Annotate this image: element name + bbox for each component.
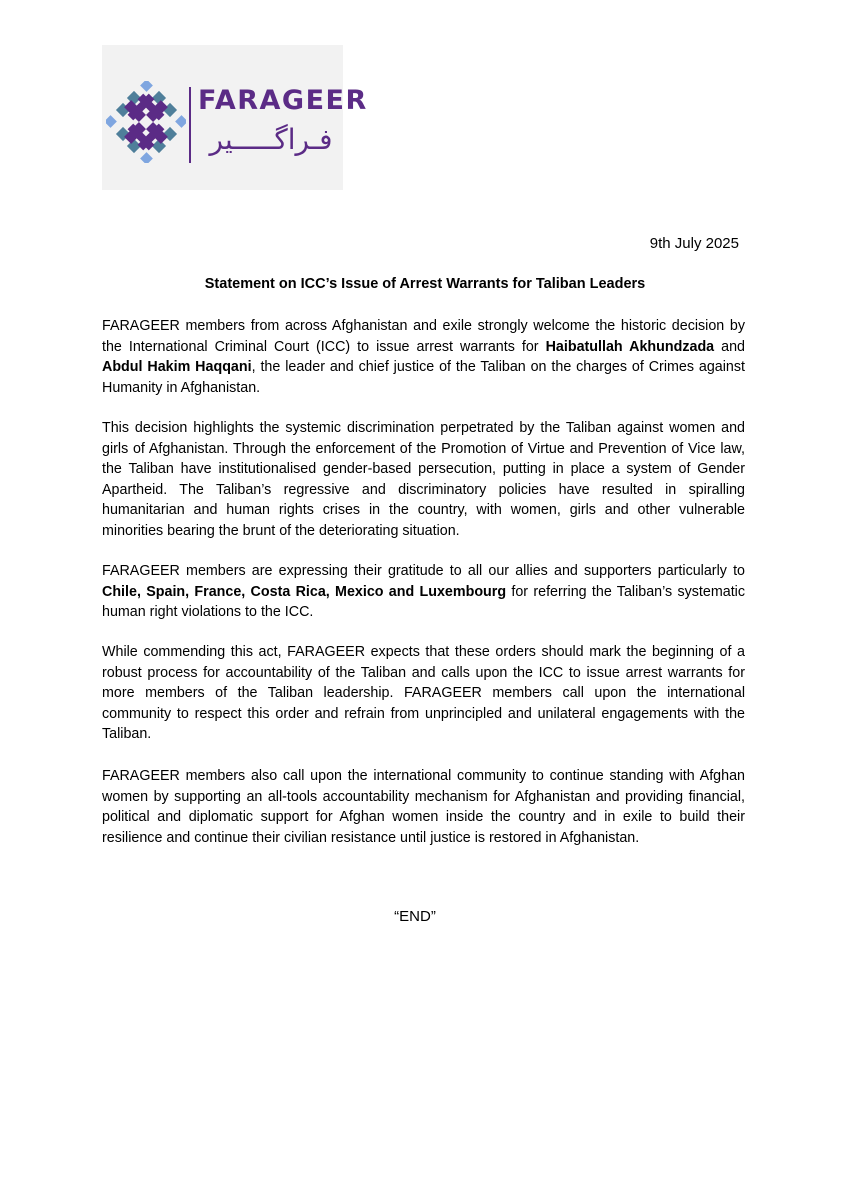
logo-name-latin: FARAGEER (198, 85, 368, 116)
statement-date: 9th July 2025 (649, 235, 739, 252)
paragraph-3 (102, 561, 745, 623)
paragraph-1-text: FARAGEER members from across Afghanistan and exile strongly welcome the historic decision by the International Criminal Court (ICC) to issue arrest warrants for (102, 318, 745, 355)
referring-countries: Chile, Spain, France, Costa Rica, Mexico and Luxembourg (102, 583, 507, 600)
paragraph-3-text: for referring the Taliban’s systematic human right violations to the ICC. (102, 583, 745, 620)
end-mark: “END” (394, 908, 436, 925)
paragraph-3-text: FARAGEER members are expressing their gratitude to all our allies and supporters particularly to (102, 563, 745, 579)
paragraph-1 (102, 316, 745, 398)
name-haqqani: Abdul Hakim Haqqani (102, 359, 252, 375)
logo-name-arabic: فـراگـــــیر (209, 123, 333, 156)
paragraph-2: This decision highlights the systemic discrimination perpetrated by the Taliban against women and girls of Afghanistan. Through the enforcement of the Promotion of Virtue and Prevention of Vice law, the Taliban have institutionalised gender-based persecution, putting in place a system of Gender Apartheid. The Taliban’s regressive and discriminatory policies have resulted in spiralling humanitarian and human rights crises in the country, with women, girls and other vulnerable minorities bearing the brunt of the deteriorating situation. (102, 420, 745, 539)
name-haibatullah: Haibatullah Akhundzada (545, 338, 715, 355)
logo (102, 45, 368, 190)
statement-title: Statement on ICC’s Issue of Arrest Warrants for Taliban Leaders (204, 276, 646, 292)
paragraph-1-text: , the leader and chief justice of the Taliban on the charges of Crimes against Humanity in Afghanistan. (102, 359, 745, 396)
paragraph-5: FARAGEER members also call upon the international community to continue standing with Afghan women by supporting an all-tools accountability mechanism for Afghanistan and providing financial, political and diplomatic support for Afghan women inside the country and in exile to build their resilience and continue their civilian resistance until justice is restored in Afghanistan. (102, 768, 745, 846)
paragraph-1-text: and (714, 338, 745, 355)
paragraph-4: While commending this act, FARAGEER expects that these orders should mark the beginning of a robust process for accountability of the Taliban and calls upon the ICC to issue arrest warrants for more members of the Taliban leadership. FARAGEER members call upon the international community to respect this order and refrain from unprincipled and unilateral engagements with the Taliban. (102, 644, 745, 742)
interwoven-pattern-icon (106, 81, 186, 163)
logo-divider (189, 87, 191, 163)
